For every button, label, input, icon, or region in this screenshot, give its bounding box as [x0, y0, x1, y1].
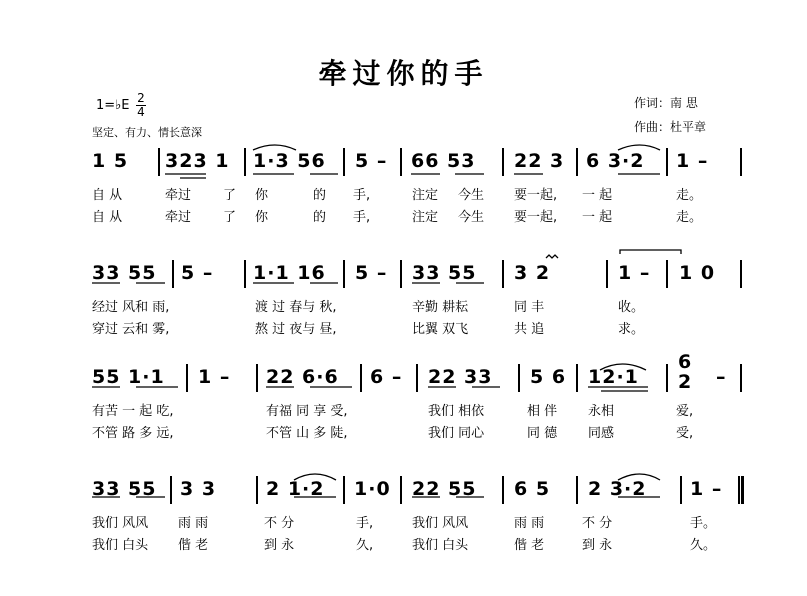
stacked-note-bottom: 2 — [678, 371, 693, 393]
lyric-verse1: 不 分 — [582, 516, 613, 531]
lyric-verse2: 到 永 — [582, 538, 613, 553]
lyric-verse1: 我们 风风 — [92, 516, 149, 531]
note-group: 22 3 — [514, 150, 565, 172]
lyric-verse2: 不管 山 多 陡, — [266, 426, 348, 441]
lyric-verse1: 手, — [353, 188, 371, 203]
lyric-verse1: 有福 同 享 受, — [266, 404, 348, 419]
note-group: 12·1 — [588, 366, 639, 388]
note-group: 33 55 — [92, 478, 157, 500]
lyric-verse2: 久, — [356, 538, 374, 553]
lyric-verse1: 经过 风和 雨, — [92, 300, 170, 315]
lyric-verse2: 我们 同心 — [428, 426, 485, 441]
note-group: – — [716, 366, 727, 388]
note-group: 3 3 — [180, 478, 217, 500]
lyric-verse2: 久。 — [690, 538, 717, 553]
note-group: 2 1·2 — [266, 478, 325, 500]
lyric-verse1: 走。 — [676, 188, 703, 203]
expression-mark: 坚定、有力、情长意深 — [92, 126, 202, 139]
note-group: 1·1 16 — [253, 262, 326, 284]
lyric-verse2: 不管 路 多 远, — [92, 426, 174, 441]
lyric-verse2: 受, — [676, 426, 694, 441]
lyric-verse2: 偕 老 — [514, 538, 545, 553]
note-group: 33 55 — [92, 262, 157, 284]
lyric-verse2: 自 从 — [92, 210, 123, 225]
lyric-verse1: 了 — [223, 188, 237, 203]
lyric-verse1: 一 起 — [582, 188, 613, 203]
lyric-verse2: 偕 老 — [178, 538, 209, 553]
lyric-verse2: 到 永 — [264, 538, 295, 553]
lyric-verse1: 手。 — [690, 516, 717, 531]
lyric-verse2: 手, — [353, 210, 371, 225]
note-group: 55 1·1 — [92, 366, 165, 388]
note-group: 1 – — [690, 478, 723, 500]
lyric-verse1: 注定 — [412, 188, 439, 203]
lyric-verse2: 一 起 — [582, 210, 613, 225]
lyric-verse1: 的 — [313, 188, 327, 203]
lyric-verse2: 你 — [255, 210, 269, 225]
lyric-verse2: 注定 — [412, 210, 439, 225]
lyric-verse2: 我们 白头 — [92, 538, 149, 553]
note-group: 6 – — [370, 366, 403, 388]
lyric-verse1: 你 — [255, 188, 269, 203]
lyric-verse2: 求。 — [618, 322, 645, 337]
note-group: 1 – — [676, 150, 709, 172]
note-group: 1 0 — [679, 262, 716, 284]
note-group: 1·3 56 — [253, 150, 326, 172]
note-group: 22 33 — [428, 366, 493, 388]
note-group: 5 – — [181, 262, 214, 284]
lyric-verse1: 相 伴 — [527, 404, 558, 419]
song-title: 牵过你的手 — [318, 57, 489, 90]
lyric-verse1: 不 分 — [264, 516, 295, 531]
lyric-verse1: 爱, — [676, 404, 694, 419]
lyric-verse1: 永相 — [588, 404, 615, 419]
note-group: 2 3·2 — [588, 478, 647, 500]
note-group: 5 – — [355, 150, 388, 172]
lyric-verse1: 牵过 — [165, 188, 192, 203]
lyric-verse2: 了 — [223, 210, 237, 225]
lyric-verse1: 要一起, — [514, 188, 558, 203]
note-group: 5 – — [355, 262, 388, 284]
lyric-verse2: 牵过 — [165, 210, 192, 225]
lyric-verse2: 走。 — [676, 210, 703, 225]
stacked-note-top: 6 — [678, 351, 693, 373]
lyric-verse2: 同感 — [588, 426, 615, 441]
lyric-verse2: 我们 白头 — [412, 538, 469, 553]
lyric-verse1: 雨 雨 — [178, 516, 209, 531]
note-group: 323 1 — [165, 150, 230, 172]
lyric-verse2: 要一起, — [514, 210, 558, 225]
lyric-verse1: 辛勤 耕耘 — [412, 300, 469, 315]
key-signature: 1=♭E — [96, 98, 130, 113]
note-group: 1·0 — [354, 478, 391, 500]
note-group: 1 – — [618, 262, 651, 284]
note-group: 5 6 — [530, 366, 567, 388]
lyric-verse2: 熬 过 夜与 昼, — [255, 322, 337, 337]
lyric-verse1: 今生 — [458, 188, 485, 203]
lyric-verse1: 收。 — [618, 300, 645, 315]
note-group: 1 5 — [92, 150, 129, 172]
note-group: 6 5 — [514, 478, 551, 500]
lyric-verse1: 渡 过 春与 秋, — [255, 300, 337, 315]
note-group: 6 3·2 — [586, 150, 645, 172]
lyric-verse1: 手, — [356, 516, 374, 531]
lyric-verse2: 穿过 云和 雾, — [92, 322, 170, 337]
lyric-verse2: 共 追 — [514, 322, 545, 337]
lyricist-credit: 作词：南 思 — [634, 96, 698, 110]
lyric-verse1: 有苦 一 起 吃, — [92, 404, 174, 419]
lyric-verse2: 的 — [313, 210, 327, 225]
note-group: 22 6·6 — [266, 366, 339, 388]
lyric-verse1: 我们 风风 — [412, 516, 469, 531]
lyric-verse1: 同 丰 — [514, 300, 545, 315]
composer-credit: 作曲：杜平章 — [634, 120, 707, 134]
lyric-verse1: 自 从 — [92, 188, 123, 203]
lyric-verse2: 同 德 — [527, 426, 558, 441]
lyric-verse2: 今生 — [458, 210, 485, 225]
note-group: 33 55 — [412, 262, 477, 284]
note-group: 22 55 — [412, 478, 477, 500]
time-bottom: 4 — [137, 105, 145, 119]
lyric-verse1: 我们 相依 — [428, 404, 485, 419]
note-group: 66 53 — [411, 150, 476, 172]
note-group: 3 2 — [514, 262, 551, 284]
lyric-verse1: 雨 雨 — [514, 516, 545, 531]
time-top: 2 — [137, 91, 145, 105]
note-group: 1 – — [198, 366, 231, 388]
lyric-verse2: 比翼 双飞 — [412, 322, 469, 337]
